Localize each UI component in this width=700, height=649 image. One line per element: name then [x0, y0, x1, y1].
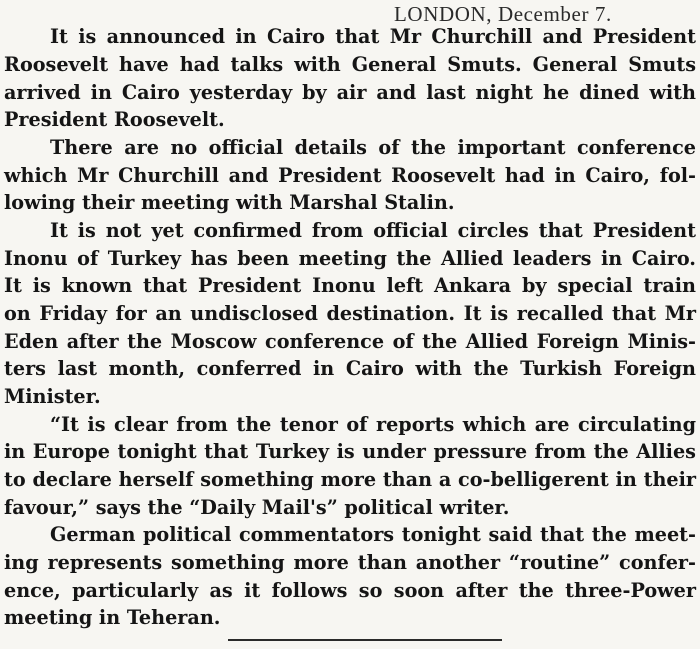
article-line: Roosevelt have had talks with General Smuts. General Smuts	[4, 53, 696, 76]
article-line: lowing their meeting with Marshal Stalin.	[4, 191, 455, 214]
article-line: on Friday for an undisclosed destination. It is recalled that Mr	[4, 302, 696, 325]
article-line: It is known that President Inonu left Ankara by special train	[4, 274, 696, 297]
article-line: It is announced in Cairo that Mr Churchill and President	[50, 25, 696, 48]
article-line: which Mr Churchill and President Roosevelt had in Cairo, fol-	[4, 164, 696, 187]
article-line: meeting in Teheran.	[4, 606, 221, 629]
article-line: arrived in Cairo yesterday by air and last night he dined with	[4, 81, 696, 104]
article-line: ters last month, conferred in Cairo with the Turkish Foreign	[4, 357, 696, 380]
article-line: “It is clear from the tenor of reports which are circulating	[50, 413, 696, 436]
article-line: to declare herself something more than a co-belligerent in their	[4, 468, 696, 491]
article-line: ence, particularly as it follows so soon after the three-Power	[4, 579, 696, 602]
article-line: ing represents something more than another “routine” confer-	[4, 551, 696, 574]
article-line: There are no official details of the important conference	[50, 136, 696, 159]
article-line: Eden after the Moscow conference of the Allied Foreign Minis-	[4, 330, 696, 353]
dateline: LONDON, December 7.	[394, 2, 612, 26]
article-line: German political commentators tonight said that the meet-	[50, 523, 696, 546]
article-line: It is not yet confirmed from official circles that President	[50, 219, 696, 242]
article-line: Minister.	[4, 385, 101, 408]
closing-rule	[228, 639, 502, 641]
article-line: President Roosevelt.	[4, 108, 225, 131]
article-line: Inonu of Turkey has been meeting the Allied leaders in Cairo.	[4, 247, 696, 270]
article-line: in Europe tonight that Turkey is under pressure from the Allies	[4, 440, 696, 463]
article-line: favour,” says the “Daily Mail's” political writer.	[4, 496, 510, 519]
